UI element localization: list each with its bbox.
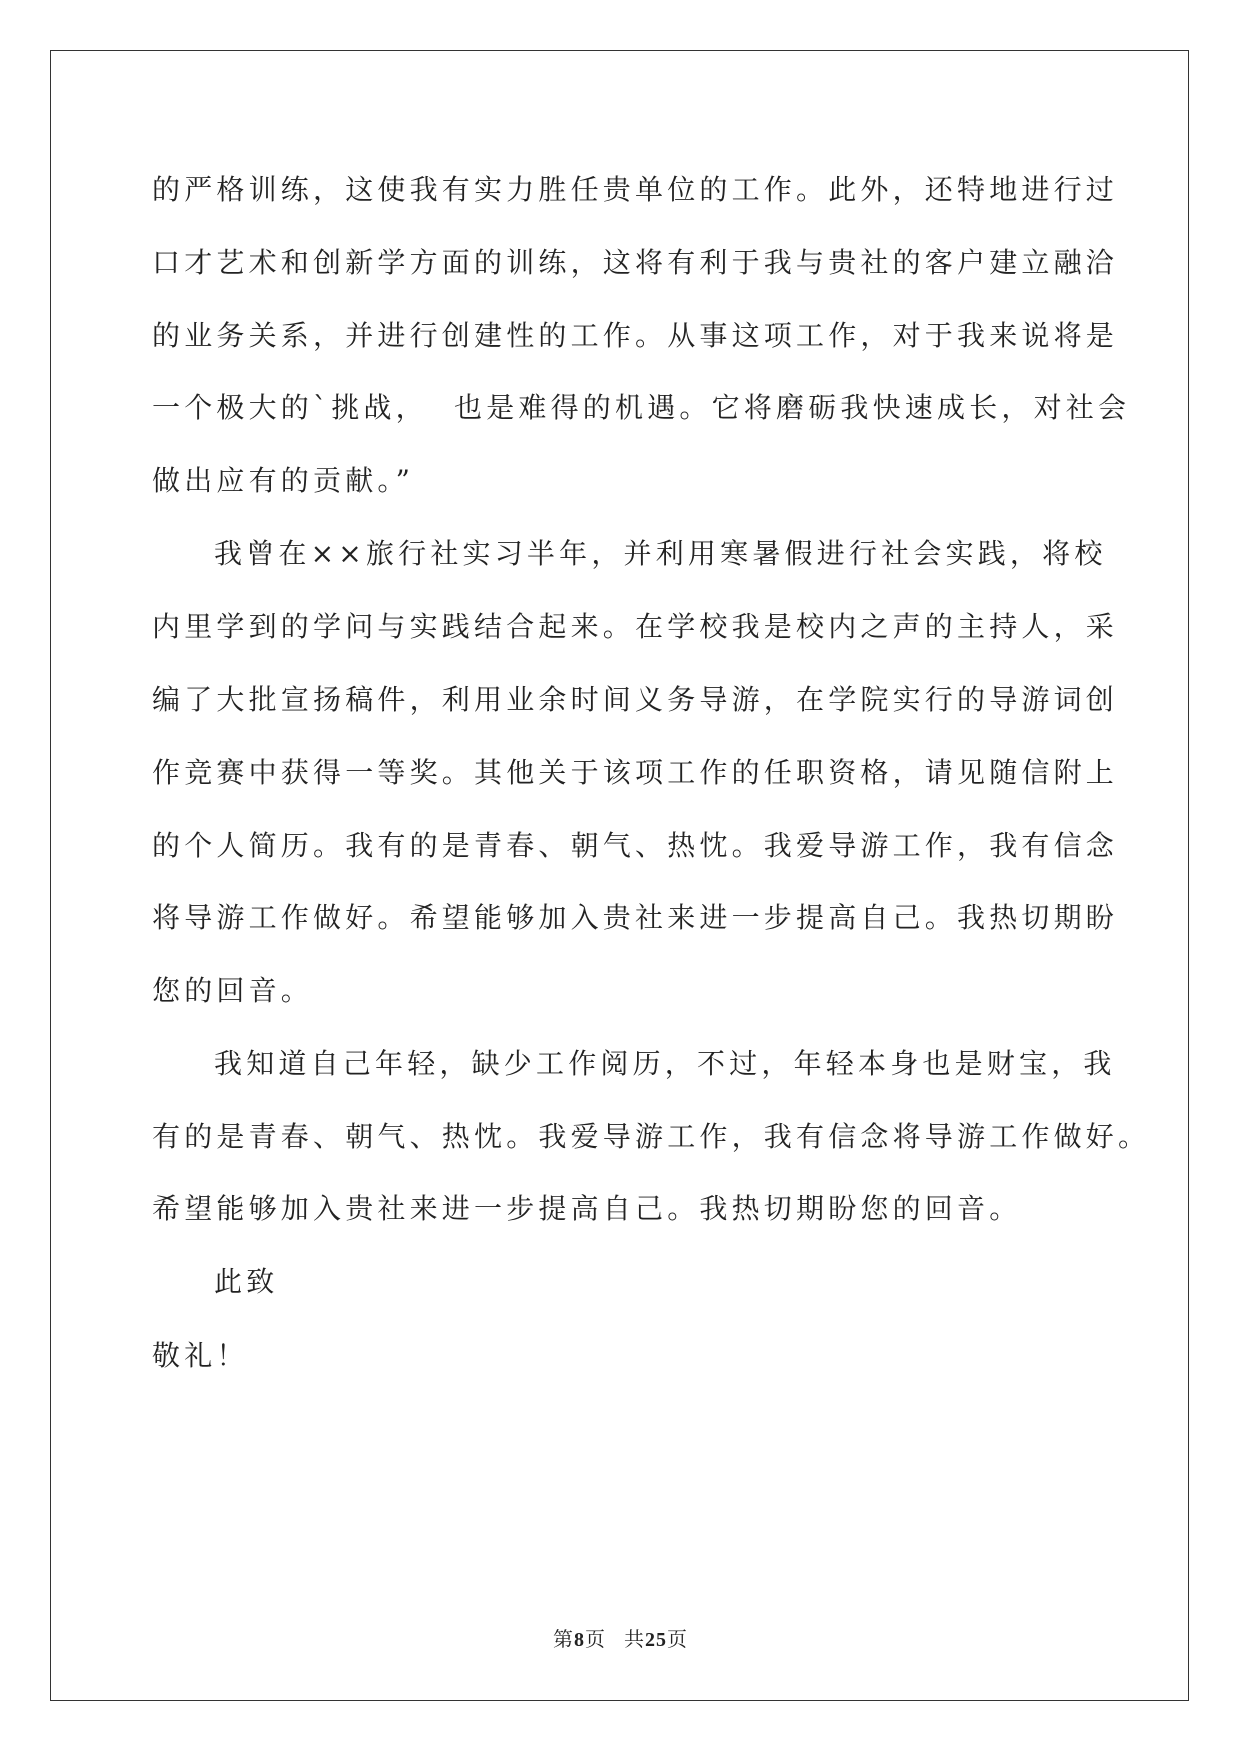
body-line-1: 的严格训练，这使我有实力胜任贵单位的工作。此外，还特地进行过 bbox=[152, 173, 1119, 206]
body-line-2: 口才艺术和创新学方面的训练，这将有利于我与贵社的客户建立融洽 bbox=[152, 246, 1119, 279]
page-frame bbox=[50, 50, 1189, 1701]
footer-total-suffix: 页 bbox=[667, 1627, 688, 1651]
body-line-6: 我曾在××旅行社实习半年，并利用寒暑假进行社会实践，将校 bbox=[214, 537, 1107, 570]
body-line-3: 的业务关系，并进行创建性的工作。从事这项工作，对于我来说将是 bbox=[152, 319, 1119, 352]
body-line-4: 一个极大的`挑战， 也是难得的机遇。它将磨砺我快速成长，对社会 bbox=[152, 391, 1131, 424]
body-line-10: 的个人简历。我有的是青春、朝气、热忱。我爱导游工作，我有信念 bbox=[152, 829, 1119, 862]
footer-page-prefix: 第 bbox=[553, 1627, 574, 1651]
body-line-9: 作竞赛中获得一等奖。其他关于该项工作的任职资格，请见随信附上 bbox=[152, 756, 1119, 789]
body-line-12: 您的回音。 bbox=[152, 974, 314, 1007]
salutation-line: 敬礼！ bbox=[152, 1339, 249, 1372]
body-line-8: 编了大批宣扬稿件，利用业余时间义务导游，在学院实行的导游词创 bbox=[152, 683, 1119, 716]
body-line-7: 内里学到的学问与实践结合起来。在学校我是校内之声的主持人，采 bbox=[152, 610, 1119, 643]
body-line-14: 有的是青春、朝气、热忱。我爱导游工作，我有信念将导游工作做好。 bbox=[152, 1120, 1151, 1153]
body-line-11: 将导游工作做好。希望能够加入贵社来进一步提高自己。我热切期盼 bbox=[152, 901, 1119, 934]
footer-total-prefix: 共 bbox=[624, 1627, 645, 1651]
page-footer bbox=[0, 1626, 1241, 1653]
closing-line: 此致 bbox=[214, 1265, 279, 1298]
footer-page-suffix: 页 bbox=[585, 1627, 606, 1651]
body-line-13: 我知道自己年轻，缺少工作阅历，不过，年轻本身也是财宝，我 bbox=[214, 1047, 1116, 1080]
footer-total-number: 25 bbox=[645, 1629, 667, 1651]
footer-page-number: 8 bbox=[574, 1629, 585, 1651]
body-line-15: 希望能够加入贵社来进一步提高自己。我热切期盼您的回音。 bbox=[152, 1192, 1022, 1225]
body-line-5: 做出应有的贡献。” bbox=[152, 464, 415, 497]
